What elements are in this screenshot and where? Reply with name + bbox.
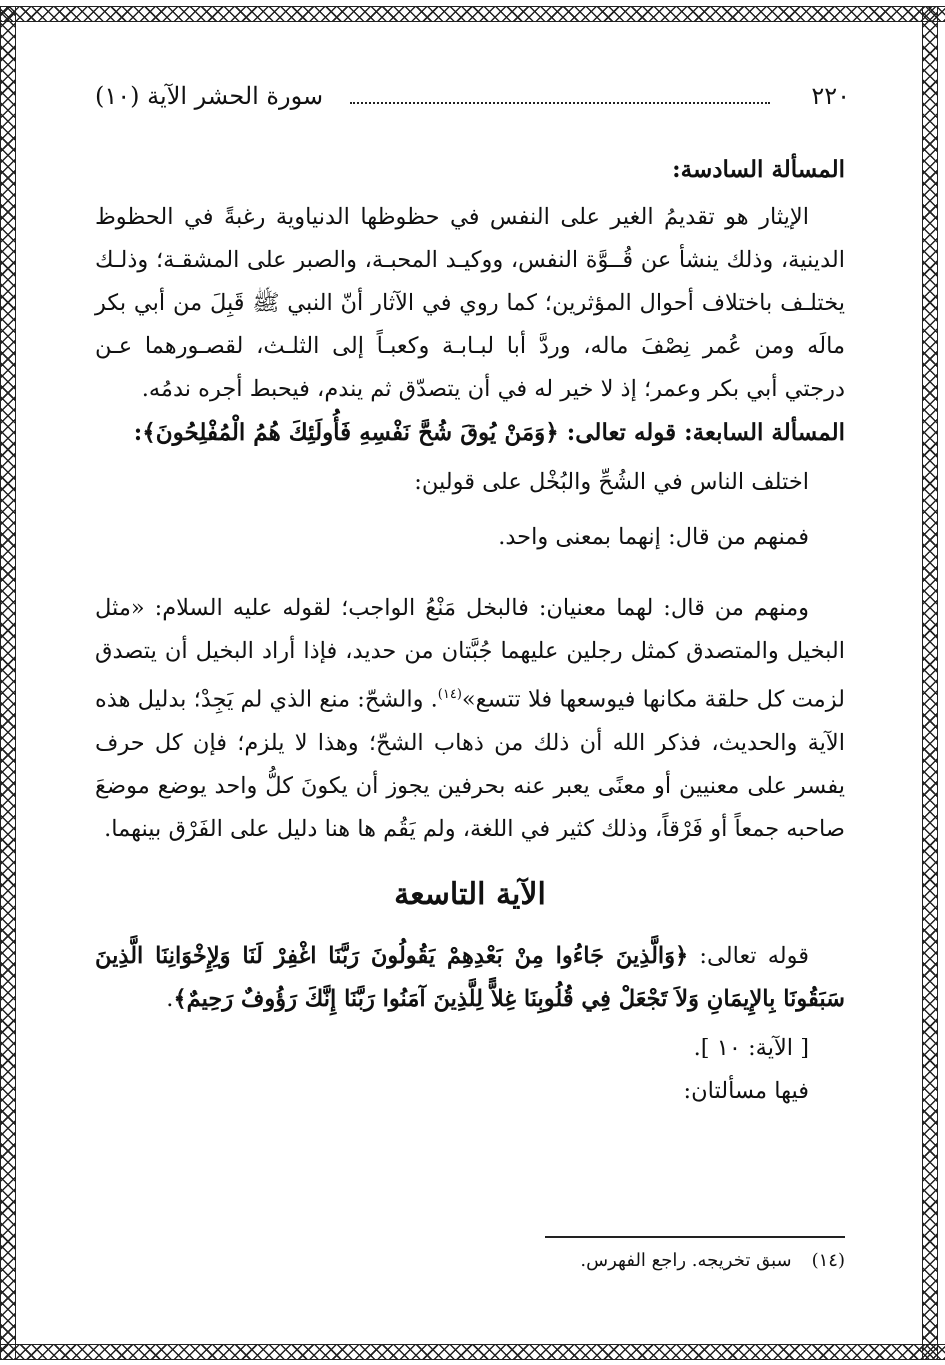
ornamental-border-bottom — [0, 1344, 945, 1360]
quran-verse-10: ﴿وَالَّذِينَ جَاءُوا مِنْ بَعْدِهِمْ يَقُولُونَ رَبَّنَا اغْفِرْ لَنَا وَلِإِخْوَانِنَا الَّذِينَ سَبَقُونَا بِالإِيمَانِ وَلاَ تَجْعَلْ فِي قُلُوبِنَا غِلاًّ لِلَّذِينَ آمَنُوا رَبَّنَا إِنَّكَ رَؤُوفٌ رَحِيمٌ﴾ — [95, 942, 845, 1012]
ornamental-border-right — [922, 6, 938, 1360]
heading-issue-7-label: المسألة السابعة: قوله تعالى: — [558, 419, 845, 446]
page-number: ٢٢٠ — [811, 82, 850, 110]
header-dot-leader — [350, 102, 770, 104]
ornamental-border-left — [0, 6, 16, 1360]
verse-reference: [ الآية: ١٠ ]. — [693, 1034, 809, 1061]
footnote-text: سبق تخريجه. راجع الفهرس. — [580, 1250, 792, 1271]
footnote-rule — [545, 1236, 845, 1238]
verse-end: . — [166, 985, 174, 1012]
ornamental-border-top — [0, 6, 945, 22]
running-header — [95, 82, 850, 122]
paragraph-issue-6: الإيثار هو تقديمُ الغير على النفس في حظوظها الدنياوية رغبةً في الحظوظ الدينية، وذلك ينشأ عن قُــوَّة النفس، ووكيـد المحبـة، والصبر على المشقـة؛ وذلـك يختلـف باختلاف أحوال المؤثرين؛ كما روي في الآثار أنّ النبي ﷺ قَبِلَ من أبي بكر مالَه ومن عُمر نِصْفَ ماله، وردَّ أبا لبـابـة وكعبـاً إلى الثلـث، لقصـورهما عـن درجتي أبي بكر وعمر؛ إذ لا خير له في أن يتصدّق ثم يندم، فيحبط أجره ندمُه. — [95, 204, 845, 402]
running-title: سورة الحشر الآية (١٠) — [95, 82, 324, 110]
page-body — [95, 150, 845, 1113]
heading-issue-7 — [95, 413, 845, 453]
footnote-number: (١٤) — [811, 1250, 845, 1271]
paragraph-issue-7c-part2: . والشحّ: منع الذي لم يَجِدْ؛ بدليل هذه الآية والحديث، فذكر الله أن ذلك من ذهاب الشحّ؛ وهذا لا يلزم؛ فإن كل حرف يفسر على معنيين أو معنًى يعبر عنه بحرفين يجوز أن يكونَ كلُّ واحد يوضع موضعَ صاحبه جمعاً أو فَرْقاً، وذلك كثير في اللغة، ولم يَقُم ها هنا دليل على الفَرْق بينهما. — [95, 686, 845, 842]
footnote — [345, 1250, 845, 1271]
paragraph-ninth-verse — [95, 935, 845, 1021]
paragraph-issue-7c — [95, 587, 845, 851]
heading-issue-7-end: : — [133, 419, 143, 446]
paragraph-issue-7a: اختلف الناس في الشُحِّ والبُخْل على قولين: — [414, 469, 809, 495]
paragraph-issue-7b: فمنهم من قال: إنهما بمعنى واحد. — [498, 524, 809, 550]
verse-intro: قوله تعالى: — [688, 942, 809, 969]
issues-intro: فيها مسألتان: — [683, 1077, 809, 1104]
footnote-reference: (١٤) — [437, 687, 462, 702]
heading-issue-6: المسألة السادسة: — [672, 156, 845, 183]
quran-verse-7: ﴿وَمَنْ يُوقَ شُحَّ نَفْسِهِ فَأُولَئِكَ هُمُ الْمُفْلِحُونَ﴾ — [142, 419, 559, 446]
section-title-ninth-verse: الآية التاسعة — [394, 876, 546, 912]
paragraph-issue-7c-part1: ومنهم من قال: لهما معنيان: فالبخل مَنْعُ الواجب؛ لقوله عليه السلام: «مثل البخيل والمتصدق كمثل رجلين عليهما جُبَّتان من حديد، فإذا أراد البخيل أن يتصدق لزمت كل حلقة مكانها فيوسعها فلا تتسع» — [95, 595, 845, 713]
